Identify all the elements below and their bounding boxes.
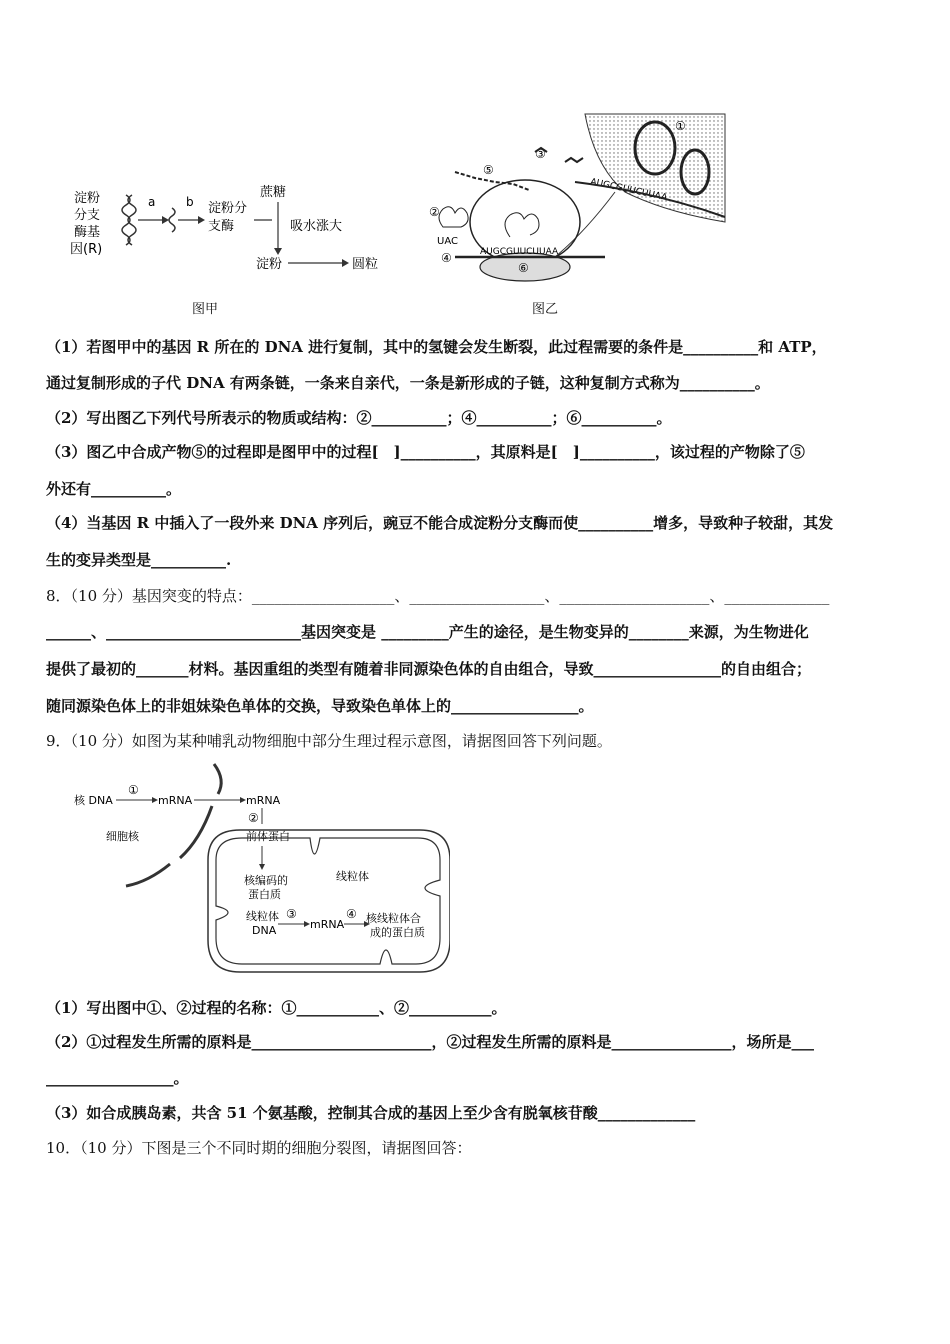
q9-p3: （3）如合成胰岛素，共含 51 个氨基酸，控制其合成的基因上至少含有脱氧核苷酸_____________ [46, 1104, 696, 1122]
label-3: ③ [535, 147, 546, 161]
q8-line-2: ______、__________________________基因突变是 _________产生的途径，是生物变异的________来源，为生物进化 [46, 623, 809, 641]
q7-p3a: （3）图乙中合成产物⑤的过程即是图甲中的过程[ ]__________，其原料是[ ]__________，该过程的产物除了⑤ [46, 443, 805, 461]
q8-line-4: 随同源染色体上的非姐妹染色单体的交换，导致染色单体上的_________________。 [46, 697, 594, 715]
figure-jia-caption: 图甲 [192, 302, 219, 317]
q9-intro: 9．（10 分）如图为某种哺乳动物细胞中部分生理过程示意图，请据图回答下列问题。 [46, 732, 612, 750]
nuc-prot-label-1: 核编码的 [244, 874, 288, 887]
mito-label: 线粒体 [336, 870, 369, 883]
gene-label-2: 分支 [74, 208, 101, 223]
mito-dna-label-1: 线粒体 [246, 910, 279, 923]
anticodon: UAC [437, 236, 458, 247]
gene-label-1: 淀粉 [74, 191, 101, 206]
enzyme-label-1: 淀粉分 [208, 201, 248, 216]
nm-prot-label-2: 成的蛋白质 [370, 926, 425, 939]
precursor-label: 前体蛋白 [246, 830, 290, 843]
step-4: ④ [346, 907, 357, 921]
q9-p1: （1）写出图中①、②过程的名称：①___________、②___________。 [46, 999, 507, 1017]
mrna-wave-icon [169, 208, 175, 232]
starch-label: 淀粉 [256, 257, 283, 272]
nuclear-envelope-1 [214, 764, 221, 794]
dna-helix-icon-2 [128, 195, 136, 245]
q7-p4a: （4）当基因 R 中插入了一段外来 DNA 序列后，豌豆不能合成淀粉分支酶而使__________增多，导致种子较甜，其发 [46, 514, 834, 532]
figure-q9 [70, 760, 450, 985]
q7-p4b: 生的变异类型是__________. [46, 551, 232, 569]
label-5: ⑤ [483, 163, 494, 177]
q7-p1b: 通过复制形成的子代 DNA 有两条链，一条来自亲代，一条是新形成的子链，这种复制方式称为__________。 [46, 374, 770, 392]
mrna-a-label: mRNA [158, 794, 193, 807]
label-1: ① [675, 119, 686, 133]
nm-prot-label-1: 核线粒体合 [366, 912, 421, 925]
nuc-prot-label-2: 蛋白质 [248, 888, 281, 901]
round-label: 圆粒 [352, 257, 379, 272]
mrna-b-label: mRNA [246, 794, 281, 807]
q8-line-1: 8．（10 分）基因突变的特点：___________________、__________________、____________________、______________ [46, 587, 830, 605]
label-2: ② [429, 205, 440, 219]
q8-line-3: 提供了最初的_______材料。基因重组的类型有随着非同源染色体的自由组合，导致_________________的自由组合； [46, 660, 812, 678]
gene-label-3: 酶基 [74, 225, 101, 240]
water-label: 吸水涨大 [290, 219, 343, 234]
nucleus-region [585, 114, 725, 222]
nuclear-envelope-3 [126, 864, 170, 886]
seq-top: AUGCGUUCUUAA [589, 177, 668, 204]
figure-yi-caption: 图乙 [532, 302, 559, 317]
figure-yi [425, 112, 735, 290]
label-4: ④ [441, 251, 452, 265]
enzyme-label-2: 支酶 [208, 219, 235, 234]
sucrose-label: 蔗糖 [260, 185, 287, 200]
mito-dna-label-2: DNA [252, 924, 277, 937]
q9-p2b: _________________。 [46, 1069, 189, 1087]
step-3: ③ [286, 907, 297, 921]
label-6: ⑥ [518, 261, 529, 275]
mitochondrion-outer [208, 830, 450, 972]
arrow-a-label: a [148, 195, 156, 209]
q7-p1a: （1）若图甲中的基因 R 所在的 DNA 进行复制，其中的氢键会发生断裂，此过程需要的条件是__________和 ATP， [46, 338, 827, 356]
step-1: ① [128, 783, 139, 797]
trna-icon [439, 207, 468, 227]
q10-intro: 10．（10 分）下图是三个不同时期的细胞分裂图，请据图回答： [46, 1139, 472, 1157]
figure-jia [60, 170, 400, 280]
mitochondrion-inner [216, 838, 440, 964]
seq-bottom: AUGCGUUCUUAA [480, 247, 559, 257]
q9-p2a: （2）①过程发生所需的原料是________________________，②过程发生所需的原料是________________，场所是___ [46, 1033, 814, 1051]
nucleus-label: 细胞核 [106, 830, 139, 843]
nuclear-dna-label: 核 DNA [74, 794, 113, 807]
step-2: ② [248, 811, 259, 825]
nuclear-envelope-2 [180, 806, 212, 858]
gene-label-4: 因(R) [70, 242, 103, 257]
arrow-b-label: b [186, 195, 194, 209]
mrna-c-label: mRNA [310, 918, 345, 931]
q7-p2: （2）写出图乙下列代号所表示的物质或结构：②__________；④__________；⑥__________。 [46, 409, 672, 427]
q7-p3b: 外还有__________。 [46, 480, 182, 498]
